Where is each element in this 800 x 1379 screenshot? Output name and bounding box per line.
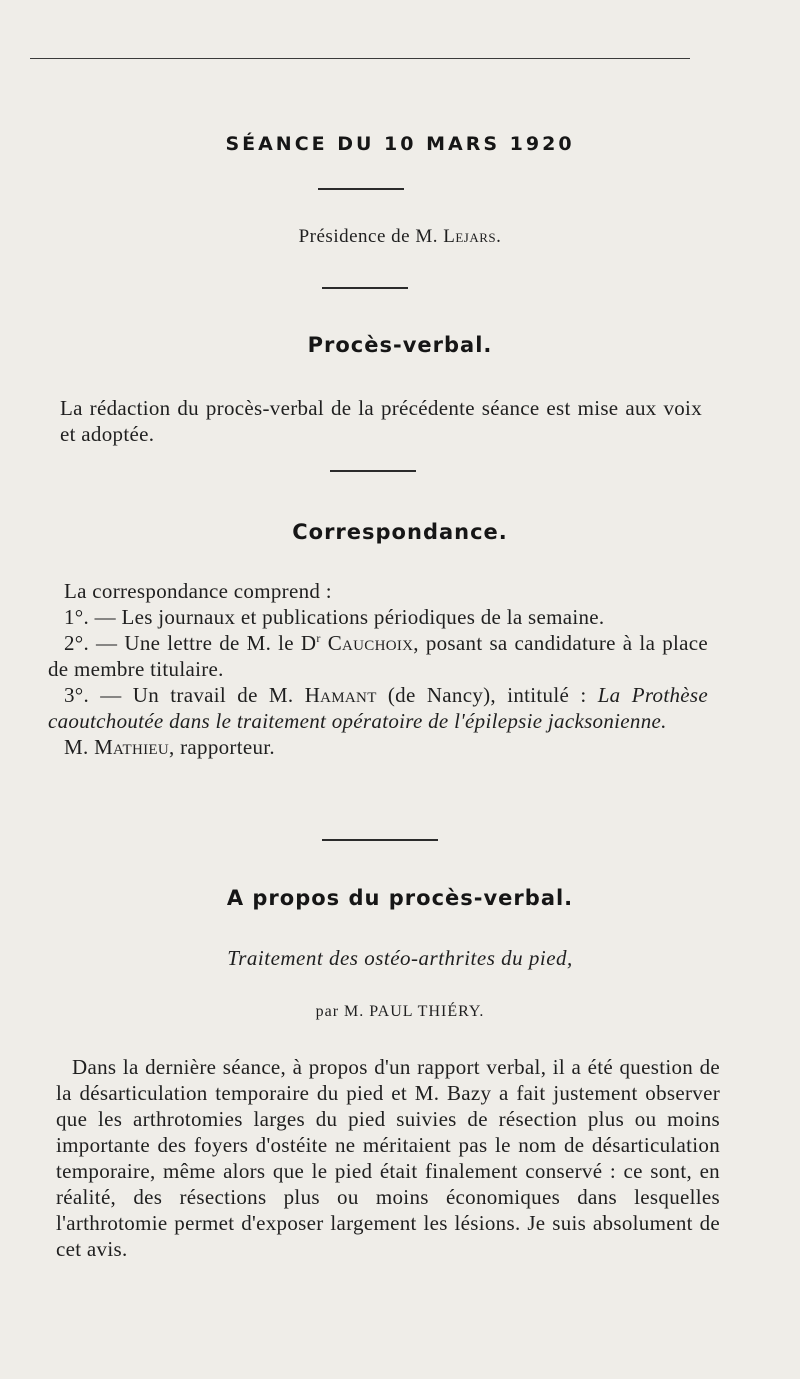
section-heading-proces-verbal: Procès-verbal. <box>307 333 493 357</box>
correspondance-item-3: 3°. — Un travail de M. Hamant (de Nancy), intitulé : La Prothèse caoutchoutée dans le traitement opératoire de l'épilepsie jacksonienne. <box>48 683 708 733</box>
section-heading-a-propos: A propos du procès-verbal. <box>226 886 574 910</box>
president-name: Lejars <box>443 226 497 247</box>
session-title: SÉANCE DU 10 MARS 1920 <box>225 133 575 155</box>
separator-rule <box>322 839 438 841</box>
proces-verbal-paragraph: La rédaction du procès-verbal de la précédente séance est mise aux voix et adoptée. <box>60 396 702 446</box>
presidence-prefix: Présidence de M. <box>298 226 438 247</box>
separator-rule <box>318 188 404 190</box>
top-rule <box>30 58 690 59</box>
rapporteur-name: Mathieu <box>94 735 170 759</box>
hamant-name: Hamant <box>304 683 377 707</box>
correspondance-intro: La correspondance comprend : <box>64 579 332 603</box>
rapporteur-line: M. Mathieu, rapporteur. <box>64 735 275 759</box>
article-subtitle: Traitement des ostéo-arthrites du pied, <box>227 946 573 970</box>
presidence-suffix: . <box>496 226 502 247</box>
correspondance-item-2: 2°. — Une lettre de M. le $D^r$ Cauchoix, posant sa candidature à la place de membre titulaire. <box>48 631 708 681</box>
article-body: Dans la dernière séance, à propos d'un rapport verbal, il a été question de la désarticulation temporaire du pied et M. Bazy a fait justement observer que les arthrotomies larges du pied suivies de résection plus ou moins importante des foyers d'ostéite ne méritaient pas le nom de désarticulation temporaire, même alors que le pied était finalement conservé : ce sont, en réalité, des résections plus ou moins économiques dans lesquelles l'arthrotomie permet d'exposer largement les lésions. Je suis absolument de cet avis. <box>56 1055 720 1261</box>
cauchoix-name: Cauchoix <box>327 631 414 655</box>
separator-rule <box>322 287 408 289</box>
correspondance-item-1: 1°. — Les journaux et publications périodiques de la semaine. <box>64 605 605 629</box>
article-author: par M. PAUL THIÉRY. <box>315 1003 485 1020</box>
presidence-line <box>0 226 800 248</box>
correspondance-block <box>48 578 708 760</box>
section-heading-correspondance: Correspondance. <box>292 520 508 544</box>
work-title: La Prothèse caoutchoutée dans le traitement opératoire de l'épilepsie jacksonienne. <box>48 683 708 733</box>
separator-rule <box>330 470 416 472</box>
